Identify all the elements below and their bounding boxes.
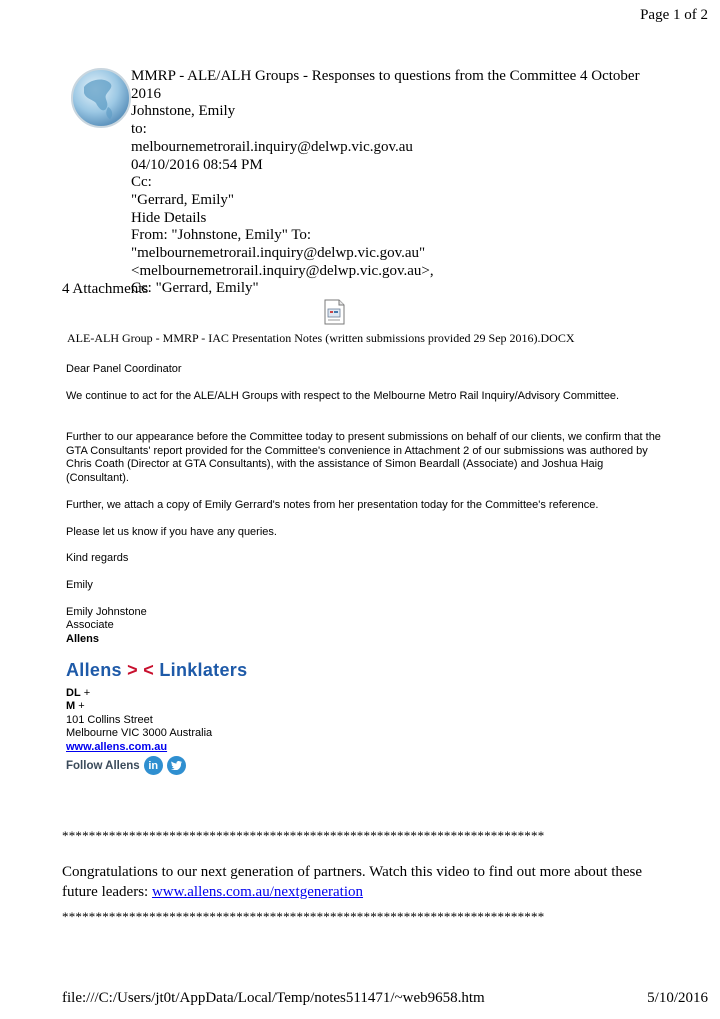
body-paragraph-2: Further to our appearance before the Committee today to present submissions on behalf of our clients, we confirm that the GTA Consultants' report provided for the Committee's convenience in Attachment 2 of our submissions was authored by Chris Coath (Director at GTA Consultants), with the assistance of Simon Beardall (Associate) and Joshua Haig (Consultant). [66,431,661,484]
detail-from-to: From: "Johnstone, Emily" To: [131,227,312,244]
follow-label: Follow Allens [66,759,140,772]
mobile [66,700,666,714]
logo-linklaters: Linklaters [159,660,248,680]
footer-date: 5/10/2016 [647,990,708,1006]
detail-to-name: "melbournemetrorail.inquiry@delwp.vic.gov.au" [131,245,426,262]
body-paragraph-3: Further, we attach a copy of Emily Gerrard's notes from her presentation today for the Committee's reference. [66,499,599,511]
dl-value: + [83,687,91,699]
nextgeneration-link[interactable]: www.allens.com.au/nextgeneration [151,884,364,900]
separator-stars-bottom: ************************************************************************ [62,909,545,924]
logo-allens: Allens [66,660,122,680]
congratulations-note [62,862,652,902]
to-address: melbournemetrorail.inquiry@delwp.vic.gov.au [131,138,413,155]
direct-line [66,687,666,701]
email-subject: MMRP - ALE/ALH Groups - Responses to questions from the Committee 4 October [131,68,640,84]
footer-file-path: file:///C:/Users/jt0t/AppData/Local/Temp/notes511471/~web9658.htm [62,990,485,1006]
email-datetime: 04/10/2016 08:54 PM [131,156,263,173]
website-link-container [66,741,666,755]
closing: Kind regards [66,552,129,564]
m-label: M [66,700,76,712]
congratulations-text: Congratulations to our next generation of partners. Watch this video to find out more about these future leaders: [62,864,643,900]
body-paragraph-1: We continue to act for the ALE/ALH Groups with respect to the Melbourne Metro Rail Inquiry/Advisory Committee. [66,390,620,402]
follow-allens [66,756,186,775]
detail-to-addr: <melbournemetrorail.inquiry@delwp.vic.gov.au>, [131,262,434,279]
page-indicator: Page 1 of 2 [640,7,708,23]
hide-details-link[interactable]: Hide Details [131,209,207,226]
allens-linklaters-logo [66,660,247,681]
signature-title: Associate [66,619,114,631]
detail-cc: Cc: "Gerrard, Emily" [131,280,259,297]
to-label: to: [131,121,147,138]
signature-name: Emily Johnstone [66,606,147,618]
dl-label: DL [66,687,81,699]
twitter-icon[interactable] [167,756,186,775]
twitter-bird-icon [171,761,182,770]
signature-company: Allens [66,633,100,645]
m-value: + [78,700,85,712]
logo-chevrons: > < [121,660,160,680]
website-link[interactable]: www.allens.com.au [66,741,168,753]
attachments-count: 4 Attachments [62,281,149,297]
email-header [131,68,651,298]
linkedin-icon[interactable]: in [144,756,163,775]
globe-avatar-icon [70,67,132,129]
cc-value: "Gerrard, Emily" [131,191,235,208]
document-icon[interactable] [320,298,348,326]
cc-label: Cc: [131,174,152,191]
greeting: Dear Panel Coordinator [66,363,182,375]
address-line-1: 101 Collins Street [66,714,153,726]
separator-stars-top: ************************************************************************ [62,828,545,843]
email-subject-cont: 2016 [131,85,161,102]
email-sender: Johnstone, Emily [131,103,236,120]
first-name: Emily [66,579,93,591]
address-line-2: Melbourne VIC 3000 Australia [66,727,213,739]
attachment-file-link[interactable]: ALE-ALH Group - MMRP - IAC Presentation Notes (written submissions provided 29 Sep 2016).DOCX [67,331,575,345]
body-paragraph-4: Please let us know if you have any queries. [66,526,277,538]
